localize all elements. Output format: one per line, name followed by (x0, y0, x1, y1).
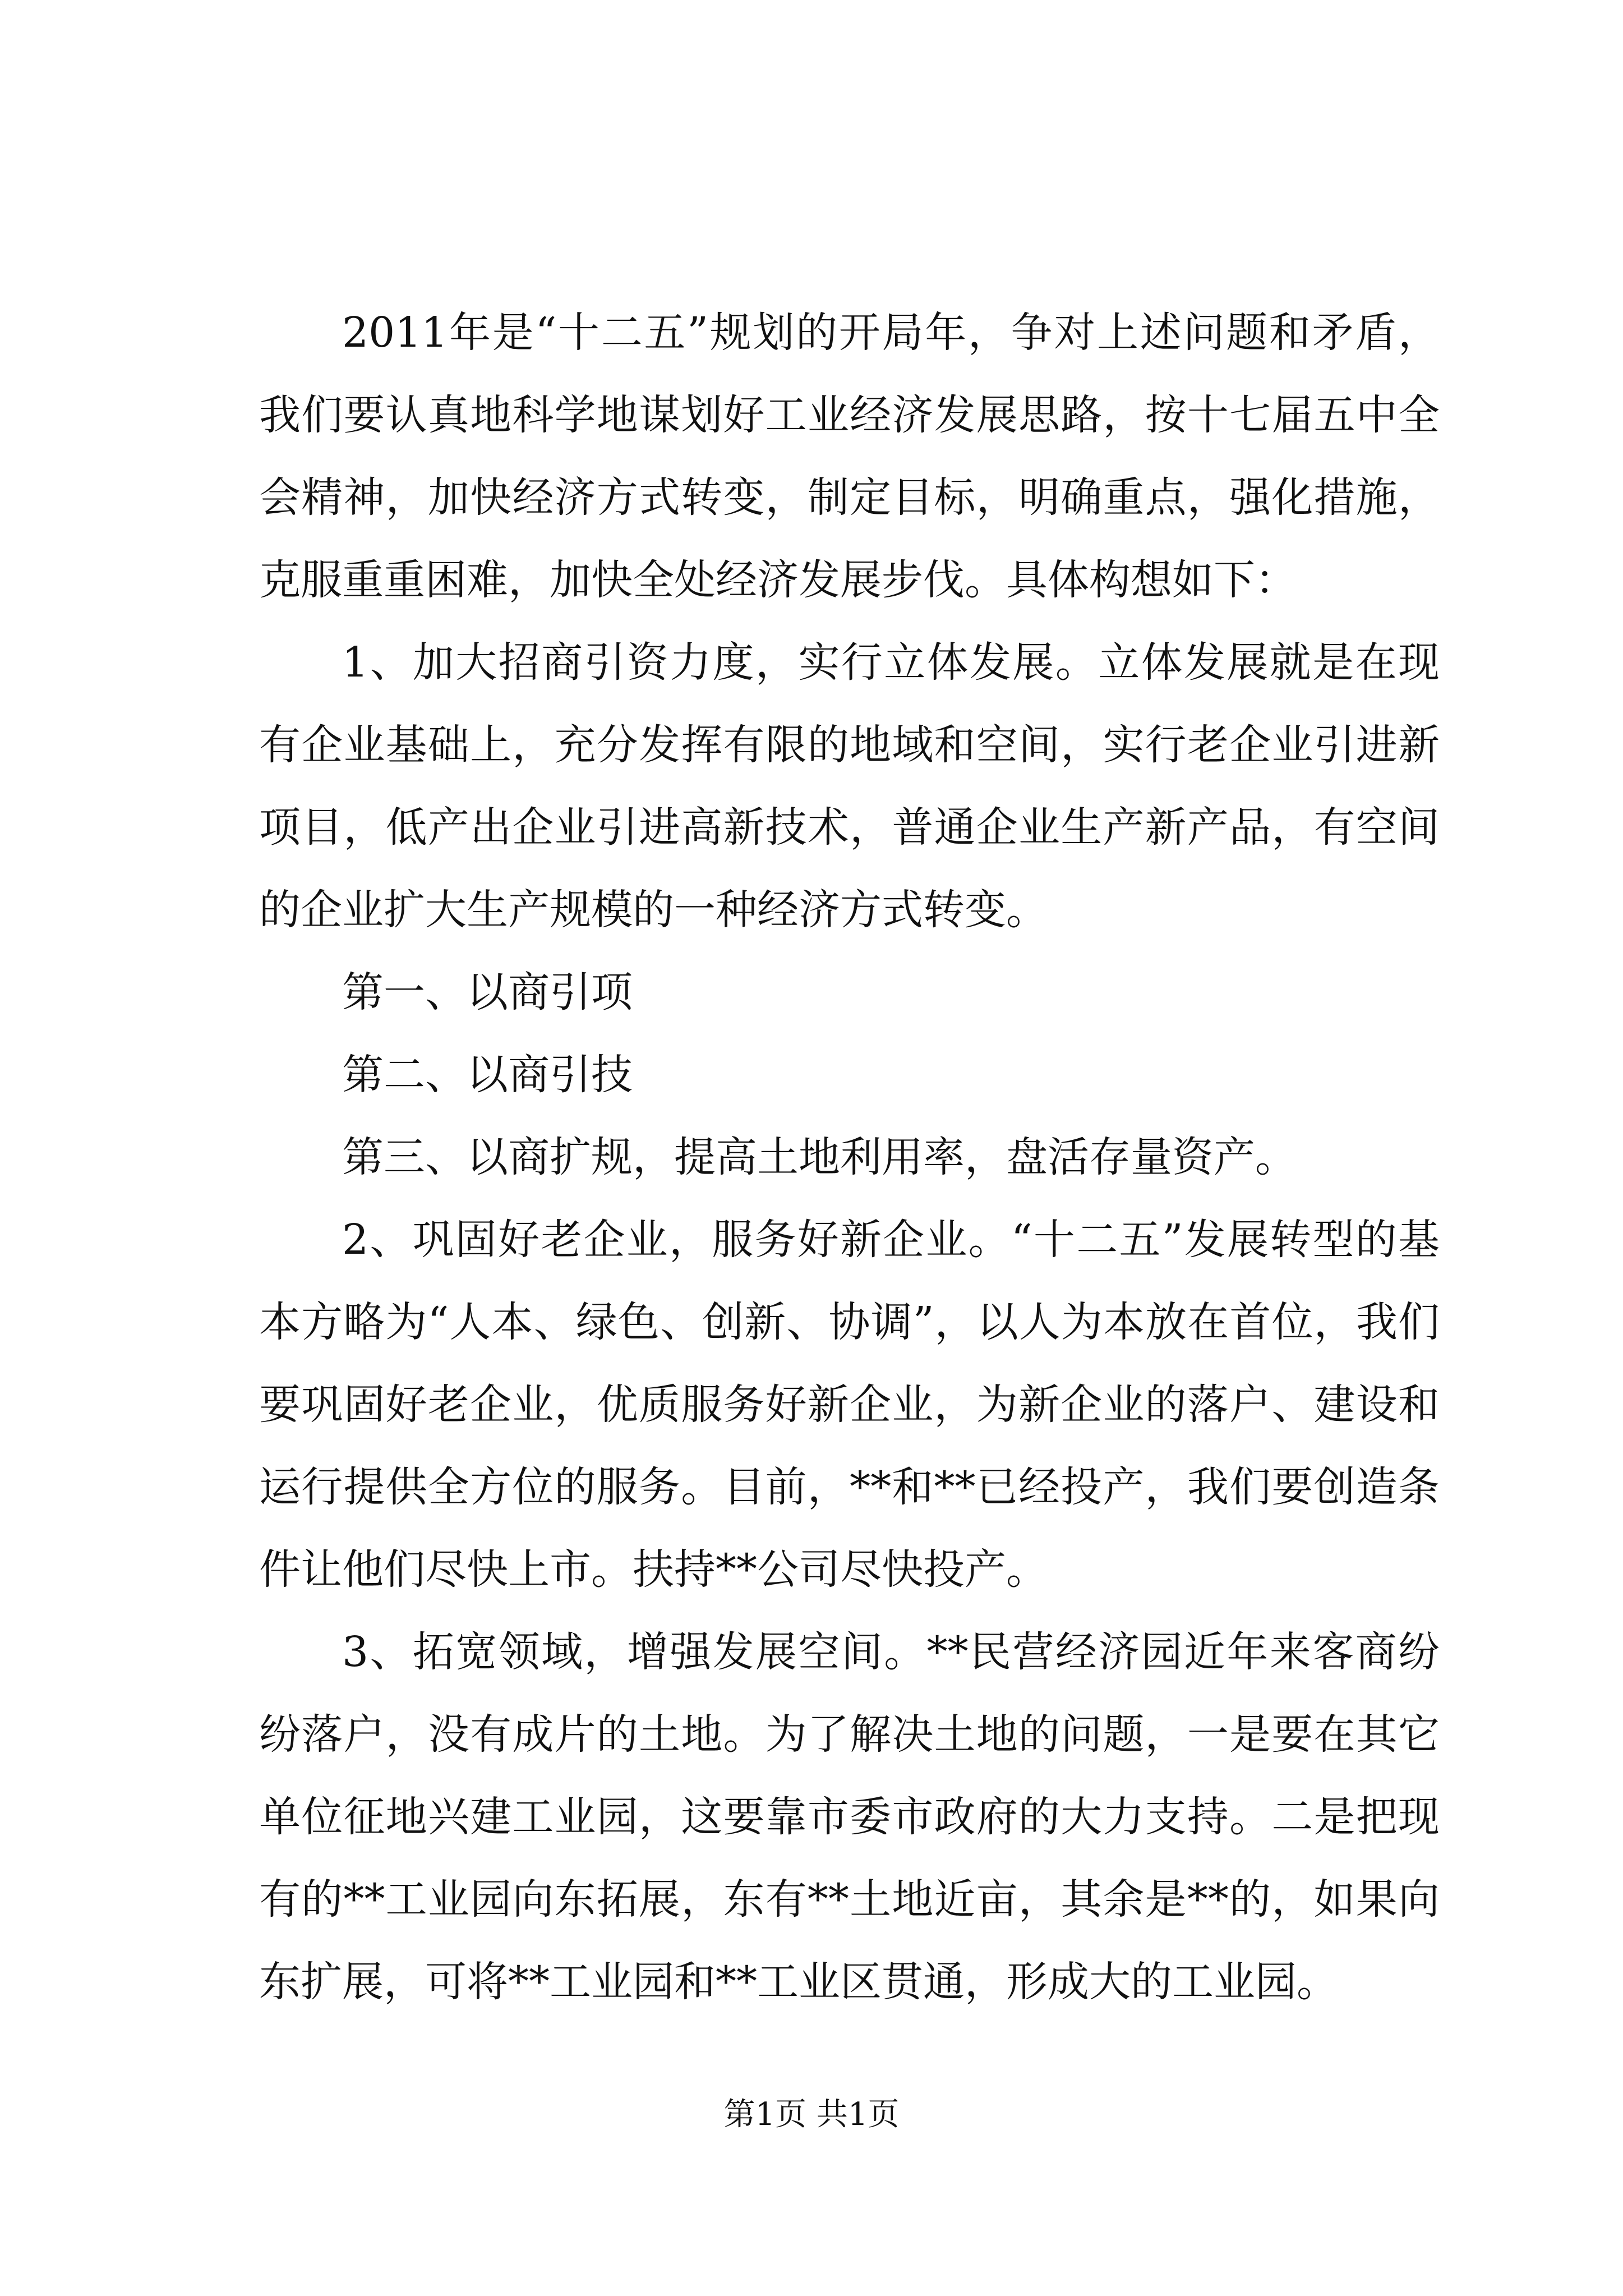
paragraph-item-2: 2、巩固好老企业，服务好新企业。“十二五”发展转型的基本方略为“人本、绿色、创新、协调”，以人为本放在首位，我们要巩固好老企业，优质服务好新企业，为新企业的落户、建设和运行提供全方位的服务。目前，**和**已经投产，我们要创造条件让他们尽快上市。扶持**公司尽快投产。 (259, 1216, 1440, 1594)
paragraph-item-3: 3、拓宽领域，增强发展空间。**民营经济园近年来客商纷纷落户，没有成片的土地。为了解决土地的问题，一是要在其它单位征地兴建工业园，这要靠市委市政府的大力支持。二是把现有的**工业园向东拓展，东有**土地近亩，其余是**的，如果向东扩展，可将**工业园和**工业区贯通，形成大的工业园。 (259, 1628, 1440, 2006)
paragraph-sub-2: 第二、以商引技 (342, 1051, 633, 1099)
paragraph-item-1: 1、加大招商引资力度，实行立体发展。立体发展就是在现有企业基础上，充分发挥有限的地域和空间，实行老企业引进新项目，低产出企业引进高新技术，普通企业生产新产品，有空间的企业扩大生产规模的一种经济方式转变。 (259, 638, 1440, 934)
paragraph-intro: 2011年是“十二五”规划的开局年，争对上述问题和矛盾，我们要认真地科学地谋划好工业经济发展思路，按十七届五中全会精神，加快经济方式转变，制定目标，明确重点，强化措施，克服重重困难，加快全处经济发展步伐。具体构想如下： (259, 309, 1440, 604)
paragraph-sub-3: 第三、以商扩规，提高土地利用率，盘活存量资产。 (342, 1133, 1297, 1181)
document-body (259, 292, 1440, 2023)
page-number-footer: 第1页 共1页 (723, 2096, 900, 2133)
paragraph-sub-1: 第一、以商引项 (342, 968, 633, 1016)
